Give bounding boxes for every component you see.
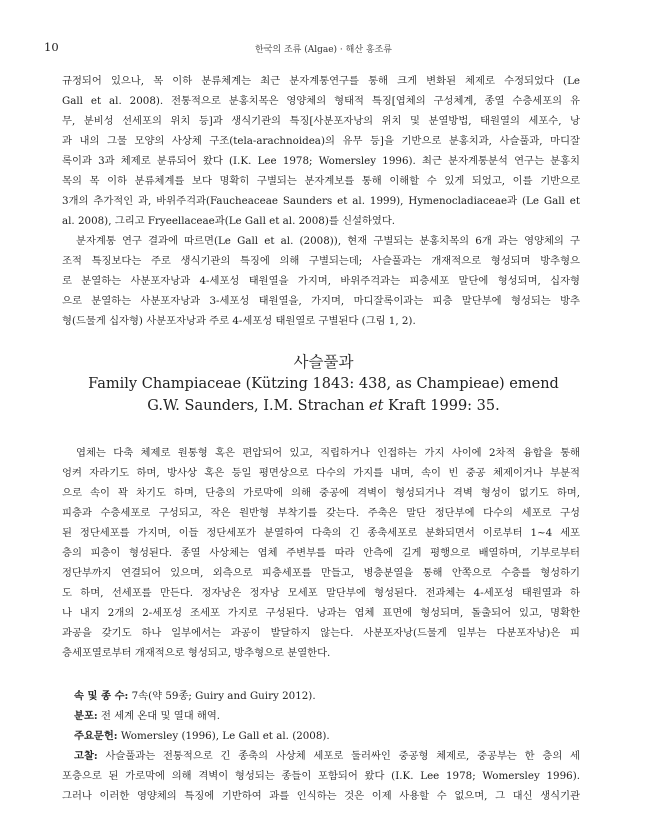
text-line: 록이과 3과 체제로 분류되어 왔다 (I.K. Lee 1978; Womersley 1996). 최근 분자계통분석 연구는 분홍치	[62, 155, 580, 167]
text-line: Gall et al. 2008). 전통적으로 분홍치목은 영양체의 형태적 특징[엽체의 구성체계, 종열 수층세포의 유	[62, 95, 580, 107]
remarks-line: 포층으로 된 가로막에 의해 격벽이 형성되는 종들이 포함되어 왔다 (I.K. Lee 1978; Womersley 1996).	[62, 770, 580, 782]
authority-text: G.W. Saunders, I.M. Strachan	[147, 398, 370, 414]
text-line: 나 내지 2개의 2-세포성 조세포 가지로 구성된다. 낭과는 엽체 표면에 형성되며, 돌출되어 있고, 명확한	[62, 607, 580, 619]
distribution-label: 분포:	[74, 710, 98, 722]
remarks-line: 그러나 이러한 영양체의 특징에 기반하여 과를 인식하는 것은 이제 사용할 수 없으며, 그 대신 생식기관	[62, 790, 580, 802]
text-line: al. 2008), 그리고 Fryeellaceae과(Le Gall et al. 2008)를 신설하였다.	[62, 215, 396, 227]
family-name-line: Family Champiaceae (Kützing 1843: 438, as Champieae) emend	[88, 376, 559, 392]
remarks-text: 사슬풀과는 전통적으로 긴 종축의 사상체 세포로 둘러싸인 중공형 체제로, 중공부는 한 층의 세	[97, 750, 580, 762]
text-line: 엉켜 자라기도 하며, 방사상 혹은 등일 평면상으로 다수의 가지를 내며, 속이 빈 중공 체제이거나 부분적	[62, 467, 580, 479]
genus-count-entry	[74, 686, 584, 706]
text-line: 된 정단세포를 가지며, 이들 정단세포가 분열하여 다축의 긴 종축세포로 분화되면서 이로부터 1~4 세포	[62, 527, 580, 539]
text-line: 형(드물게 십자형) 사분포자낭과 주로 4-세포성 태원열로 구별된다 (그림 1, 2).	[62, 315, 416, 327]
references-value: Womersley (1996), Le Gall et al. (2008).	[117, 730, 330, 742]
text-line: 으로 속이 꽉 차기도 하며, 단층의 가로막에 의해 중공에 격벽이 형성되거나 격벽 형성이 없기도 하며,	[62, 487, 580, 499]
text-line: 층세포열로부터 개재적으로 형성되고, 방추형으로 분열한다.	[62, 647, 331, 659]
text-line: 도 하며, 선세포를 만든다. 정자낭은 정자낭 모세포 말단부에 형성된다. 전과체는 4-세포성 태원열과 하	[62, 587, 580, 599]
running-title: 한국의 조류 (Algae) · 해산 홍조류	[255, 45, 392, 55]
text-line: 으로 분열하는 사분포자낭과 3-세포성 태원열을, 가지며, 마디잘록이과는 피층 말단부에 형성되는 방추	[62, 295, 580, 307]
references-label: 주요문헌:	[74, 730, 118, 742]
references-entry	[74, 726, 584, 746]
family-authority-line	[0, 398, 647, 414]
text-line: 목의 목 이하 분류체계를 보다 명확히 구별되는 분자계보를 통해 이해할 수 있게 되었고, 이를 기반으로	[62, 175, 580, 187]
remarks-label: 고찰:	[74, 750, 98, 762]
remarks-line	[62, 746, 580, 766]
text-line: 피층과 수층세포로 구성되고, 작은 원반형 부착기를 갖는다. 주축은 말단 정단부에 다수의 세포로 구성	[62, 507, 580, 519]
text-line: 과 내의 그물 모양의 사상체 구조(tela-arachnoidea)의 유무 등]을 기반으로 분홍치과, 사슬풀과, 마디잘	[62, 135, 580, 147]
text-line: 무, 분비성 선세포의 위치 등]과 생식기관의 특징[사분포자낭의 위치 및 분열방법, 태원열의 세포수, 낭	[62, 115, 580, 127]
genus-count-value: 7속(약 59종; Guiry and Guiry 2012).	[128, 690, 316, 702]
section-title: 사슬풀과	[293, 353, 354, 371]
genus-count-label: 속 및 종 수:	[74, 690, 129, 702]
text-line: 층의 피층이 형성된다. 종열 사상체는 엽체 주변부를 따라 안측에 길게 평행으로 배열하며, 기부로부터	[62, 547, 580, 559]
authority-et: et	[369, 398, 384, 414]
text-line: 과공을 갖기도 하나 일부에서는 과공이 발달하지 않는다. 사분포자낭(드물게 일부는 다분포자낭)은 피	[62, 627, 580, 639]
distribution-entry	[74, 706, 584, 726]
text-line: 정단부까지 연결되어 있으며, 외측으로 피층세포를 만들고, 병층분열을 통해 안쪽으로 수층를 형성하기	[62, 567, 580, 579]
text-line: 3개의 추가적인 과, 바위주걱과(Faucheaceae Saunders et al. 1999), Hymenocladiaceae과 (Le Gall et	[62, 195, 580, 207]
text-line: 규정되어 있으나, 목 이하 분류체계는 최근 분자계통연구를 통해 크게 변화된 체제로 수정되었다 (Le	[62, 75, 580, 87]
text-line: 분자계통 연구 결과에 따르면(Le Gall et al. (2008)), 현재 구별되는 분홍치목의 6개 과는 영양체의 구	[76, 235, 580, 247]
distribution-value: 전 세계 온대 및 열대 해역.	[97, 710, 221, 722]
text-line: 엽체는 다축 체제로 원통형 혹은 편압되어 있고, 직립하거나 인접하는 가지 사이에 2차적 융합을 통해	[76, 447, 580, 459]
text-line: 조적 특징보다는 주로 생식기관의 특징에 의해 구별되는데; 사슬풀과는 개재적으로 형성되며 방추형으	[62, 255, 580, 267]
page-number: 10	[44, 40, 59, 54]
text-line: 로 분열하는 사분포자낭과 4-세포성 태원열을 가지며, 바위주걱과는 피층세포 말단에 형성되며, 십자형	[62, 275, 580, 287]
authority-text: Kraft 1999: 35.	[383, 398, 500, 414]
